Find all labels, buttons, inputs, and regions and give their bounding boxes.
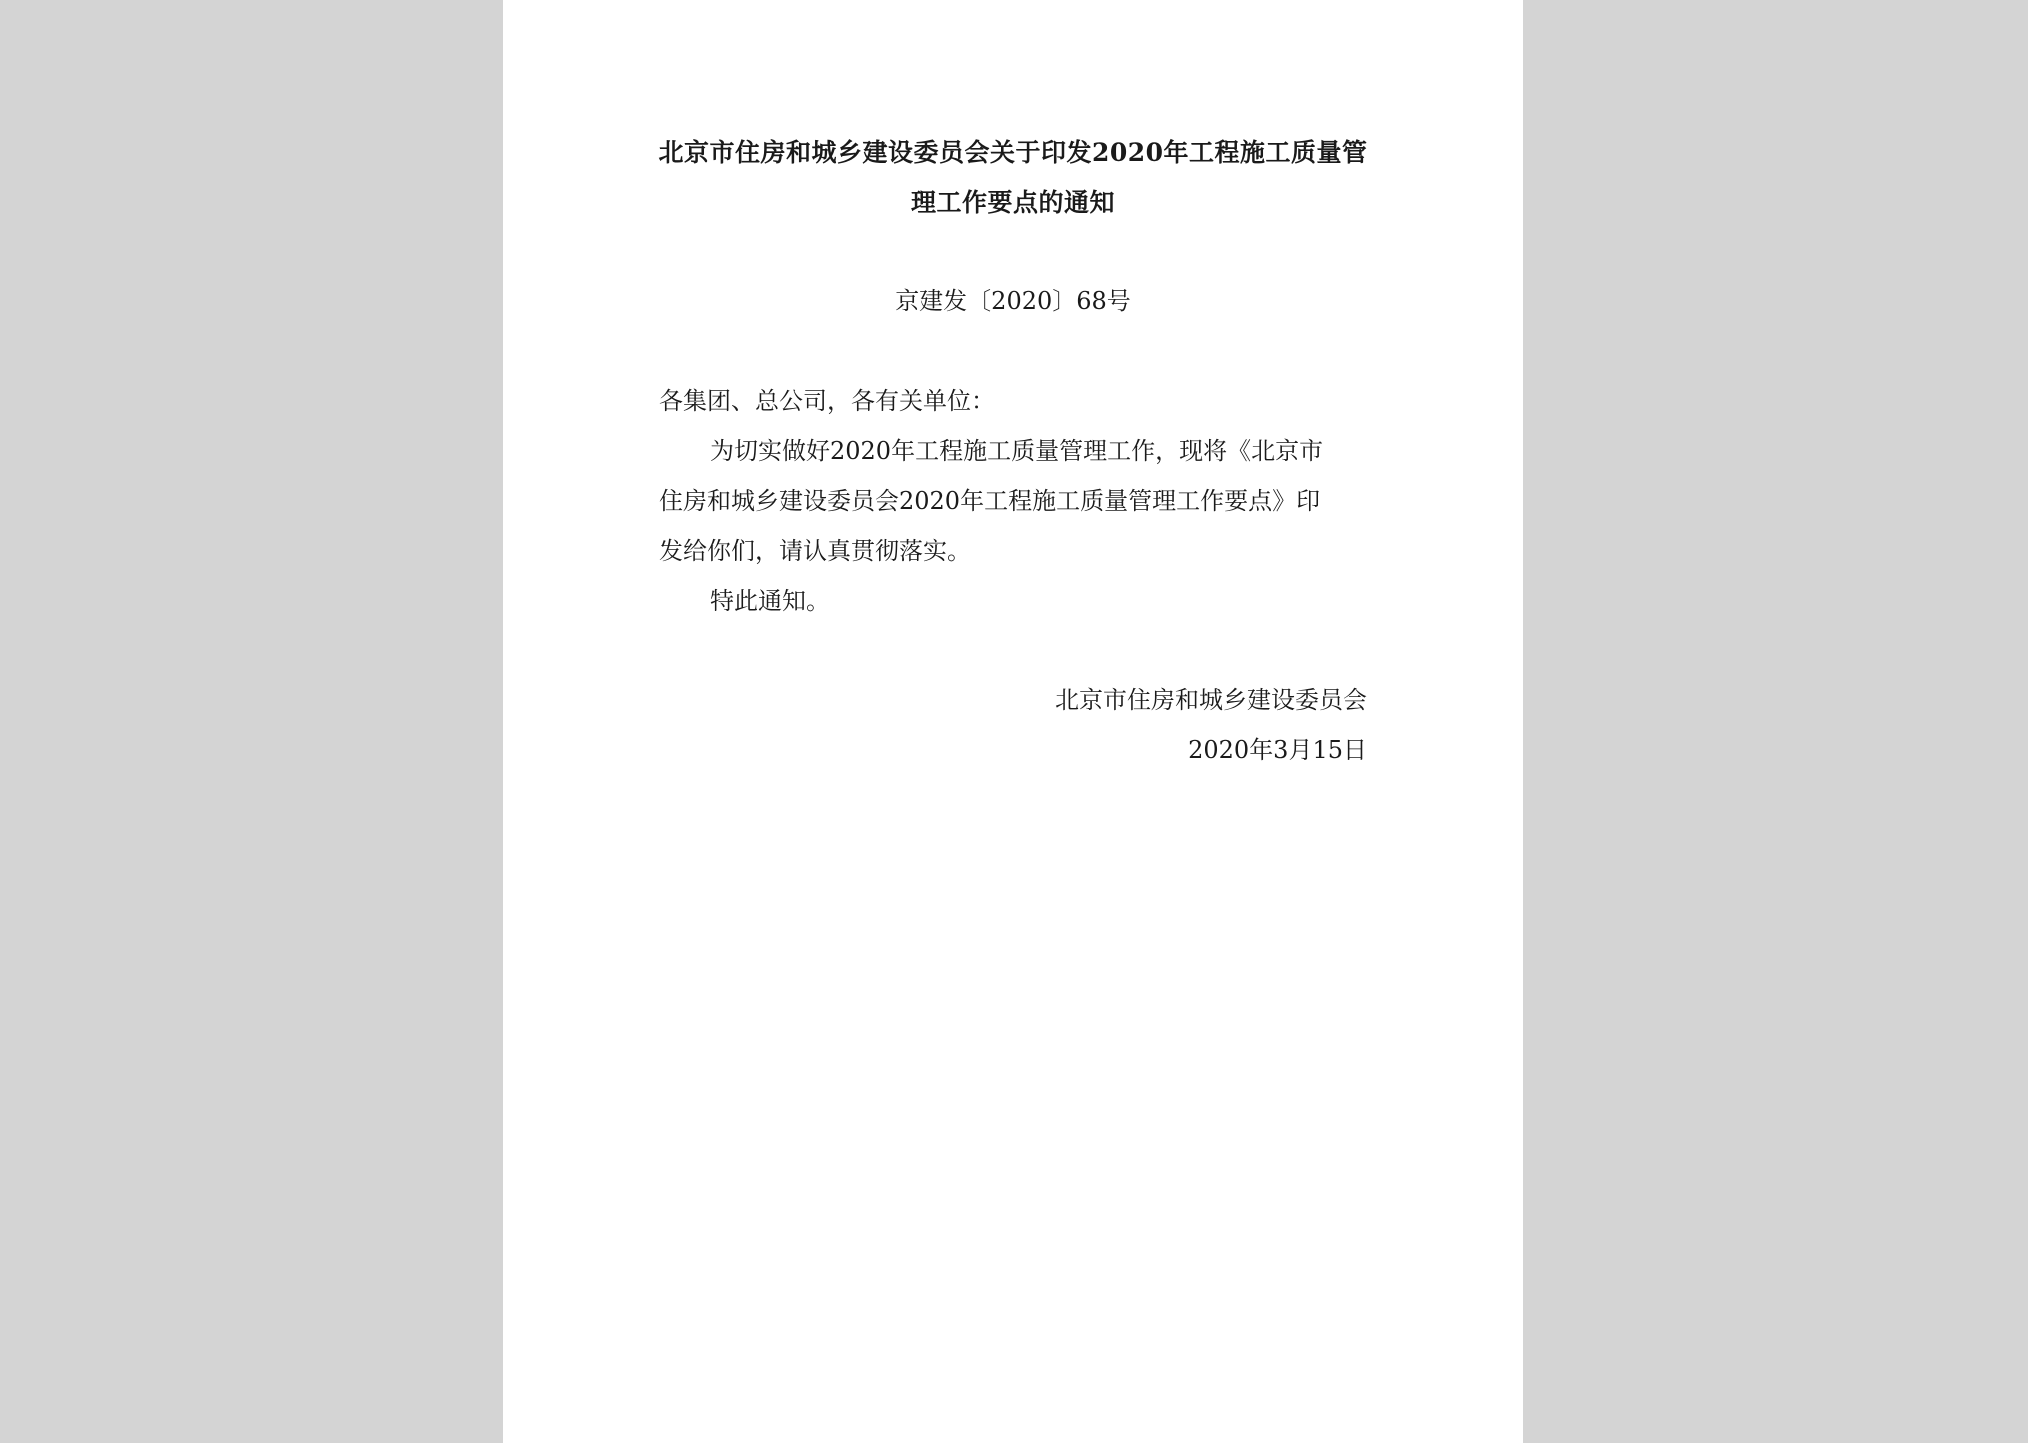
document-number: 京建发〔2020〕68号: [895, 287, 1131, 315]
document-title-line-2: 理工作要点的通知: [910, 188, 1115, 217]
paragraph-1-line-2: 住房和城乡建设委员会2020年工程施工质量管理工作要点》印: [659, 487, 1321, 515]
document-page: [503, 0, 1523, 1443]
signature-organization: 北京市住房和城乡建设委员会: [1055, 686, 1367, 714]
paragraph-1-line-1: 为切实做好2020年工程施工质量管理工作，现将《北京市: [710, 437, 1324, 465]
paragraph-2: 特此通知。: [710, 587, 830, 615]
addressee: 各集团、总公司，各有关单位：: [659, 387, 995, 415]
document-title-line-1: 北京市住房和城乡建设委员会关于印发2020年工程施工质量管: [658, 138, 1368, 167]
paragraph-1-line-3: 发给你们，请认真贯彻落实。: [659, 537, 971, 565]
signature-date: 2020年3月15日: [1188, 736, 1367, 764]
